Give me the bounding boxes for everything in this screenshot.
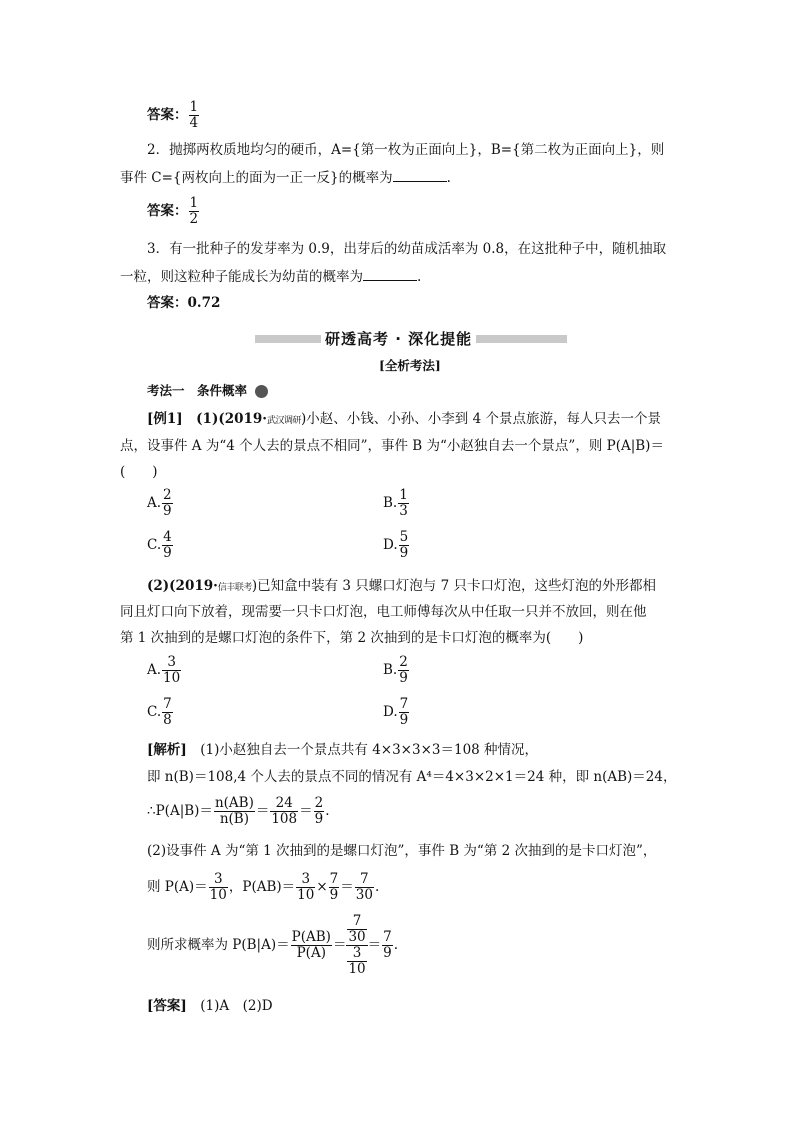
option-d: D. $\frac{7}{9}$ [383,696,409,728]
source-tag: 信丰联考 [217,583,252,593]
q2-line1: 2．抛掷两枚质地均匀的硬币，A={第一枚为正面向上}，B={第二枚为正面向上}，则 [147,142,665,158]
solution-line5: 则 P(A)＝ $\frac{3}{10}$ ，P(AB)＝ $\frac{3}{10}$ × $\frac{7}{9}$ ＝ $\frac{7}{30}$ . [147,871,380,903]
ex1-p2-line2: 同且灯口向下放着，现需要一只卡口灯泡，电工师傅每次从中任取一只并不放回，则在他 [120,604,647,620]
ex1-p1-line3: ( ) [120,464,158,480]
banner-subtitle: [全析考法] [379,358,441,373]
answer-blank [393,167,447,182]
fraction: $\frac{1}{4}$ [189,99,199,131]
answer-line: [答案] (1)A (2)D [147,998,273,1014]
marker-dot-icon [255,385,268,398]
q3-line1: 3．有一批种子的发芽率为 0.9，出芽后的幼苗成活率为 0.8，在这批种子中，随机抽取 [147,241,667,257]
ex1-p1-line2: 点，设事件 A 为“4 个人去的景点不相同”，事件 B 为“小赵独自去一个景点”，则 P(A|B)＝ [120,438,664,454]
compound-fraction: $\frac{\frac{7}{30}}{\frac{3}{10}}$ [348,913,366,977]
source-tag: 武汉调研 [267,416,302,426]
section-banner [255,330,567,348]
q2-line2: 事件 C={两枚向上的面为一正一反}的概率为 . [120,167,451,187]
option-b: B. $\frac{1}{3}$ [383,487,408,519]
q3-line2: 一粒，则这粒种子能成长为幼苗的概率为 . [120,266,421,286]
banner-title: 研透高考 · 深化提能 [321,328,476,349]
ex1-p1-line1: [例1] (1)(2019·武汉调研)小赵、小钱、小孙、小李到 4 个景点旅游，每人只去一个景 [147,411,661,427]
solution-line3: ∴P(A|B)＝ $\frac{n(AB)}{n(B)}$ ＝ $\frac{24}{108}$ ＝ $\frac{2}{9}$ . [147,795,330,827]
option-c: C. $\frac{7}{8}$ [147,696,172,728]
option-a: A. $\frac{3}{10}$ [147,654,181,686]
fraction: $\frac{1}{2}$ [189,195,199,227]
method-label: 考法一 条件概率 [147,382,268,400]
solution-line1: [解析] (1)小赵独自去一个景点共有 4×3×3×3＝108 种情况， [147,742,539,758]
option-c: C. $\frac{4}{9}$ [147,529,172,561]
solution-line4: (2)设事件 A 为“第 1 次抽到的是螺口灯泡”，事件 B 为“第 2 次抽到的是卡口灯泡”， [147,843,657,859]
option-b: B. $\frac{2}{9}$ [383,654,408,686]
option-a: A. $\frac{2}{9}$ [147,487,172,519]
ex1-p2-line1: (2)(2019·信丰联考)已知盒中装有 3 只螺口灯泡与 7 只卡口灯泡，这些灯泡的外形都相 [147,578,656,594]
answer-blank [363,266,417,281]
solution-line2: 即 n(B)＝108,4 个人去的景点不同的情况有 A⁴＝4×3×2×1＝24 种，即 n(AB)＝24， [147,769,677,785]
answer-label: 答案： [147,107,188,123]
ex1-p2-line3: 第 1 次抽到的是螺口灯泡的条件下，第 2 次抽到的是卡口灯泡的概率为( ) [120,630,584,646]
q1-answer [147,100,200,131]
q3-answer: 答案：0.72 [147,295,221,311]
q2-answer: 答案： $\frac{1}{2}$ [147,195,199,227]
solution-line6: 则所求概率为 P(B|A)＝ $\frac{P(AB)}{P(A)}$ ＝ $\frac{\frac{7}{30}}{\frac{3}{10}}$ ＝ $\frac{7}{9}$ . [147,913,399,977]
option-d: D. $\frac{5}{9}$ [383,529,409,561]
